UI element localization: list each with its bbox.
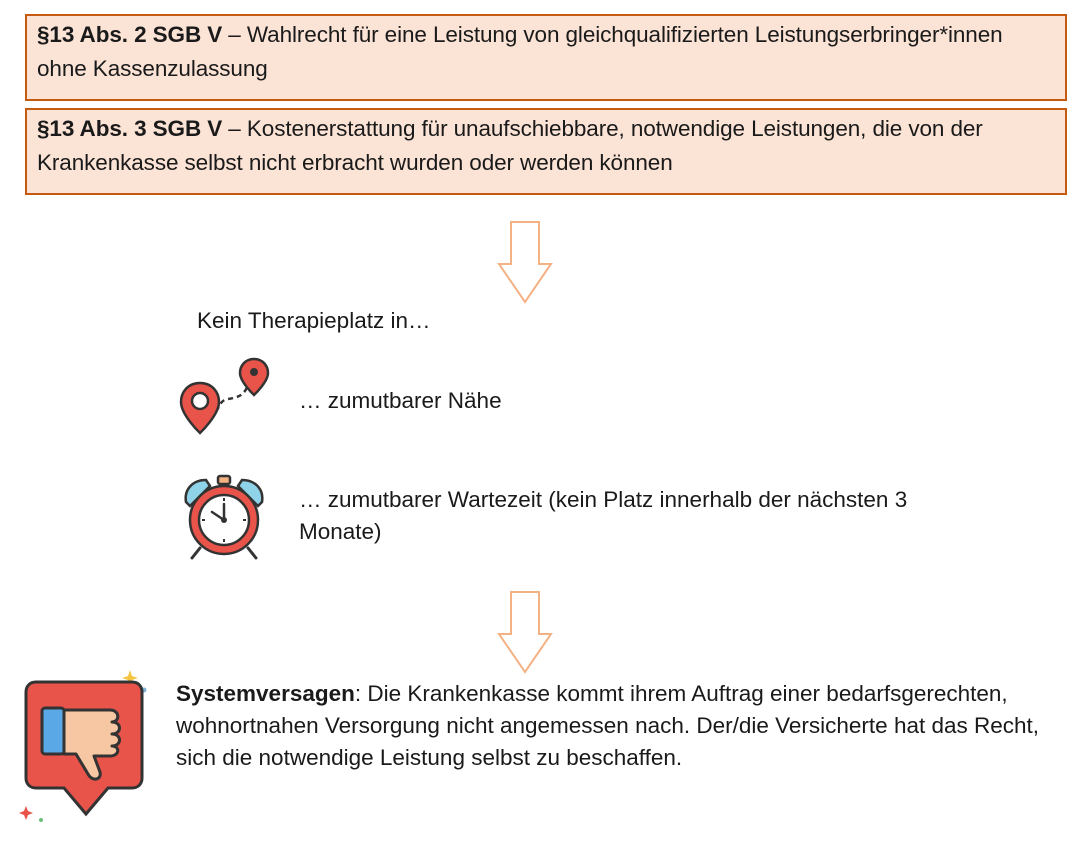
wartezeit-label: … zumutbarer Wartezeit (kein Platz innerhalb der nächsten 3 Monate) [299, 487, 908, 544]
legal-ref-13-2: §13 Abs. 2 SGB V [37, 22, 223, 47]
legal-box-13-2 [25, 14, 1067, 101]
naehe-label: … zumutbarer Nähe [299, 388, 502, 413]
down-arrow-icon [497, 220, 553, 306]
thumbs-down-icon [16, 668, 156, 828]
legal-box-13-3 [25, 108, 1067, 195]
systemversagen-desc: : Die Krankenkasse kommt ihrem Auftrag einer bedarfsgerechten, wohnortnahen Versorgung nicht angemessen nach. Der/die Versicherte hat das Recht, sich die notwendige Leistung selbst zu beschaffen. [176, 681, 1040, 770]
kein-therapieplatz-label: Kein Therapieplatz in… [197, 308, 431, 333]
legal-ref-13-3: §13 Abs. 3 SGB V [37, 116, 223, 141]
legal-desc-13-2: – Wahlrecht für eine Leistung von gleichqualifizierten Leistungserbringer*innen ohne Kassenzulassung [37, 22, 1003, 81]
systemversagen-text [176, 678, 1071, 774]
legal-desc-13-3: – Kostenerstattung für unaufschiebbare, notwendige Leistungen, die von der Krankenkasse selbst nicht erbracht wurden oder werden können [37, 116, 983, 175]
down-arrow-icon [497, 590, 553, 676]
location-pins-icon [178, 355, 274, 439]
alarm-clock-icon [180, 472, 268, 562]
systemversagen-term: Systemversagen [176, 681, 355, 706]
